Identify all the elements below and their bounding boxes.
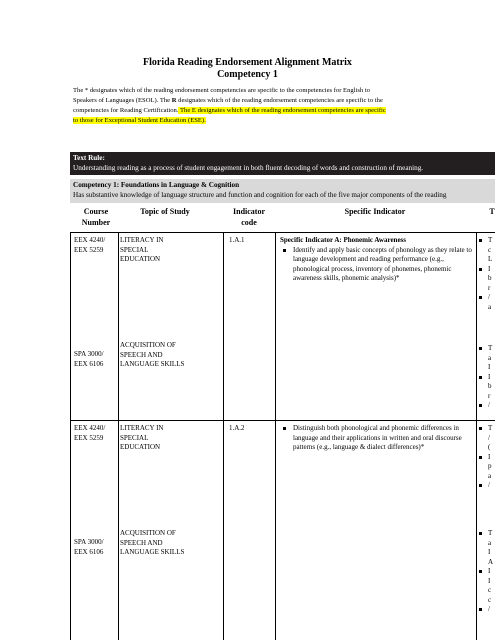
cut-off-text: T <box>488 529 493 537</box>
cut-off-text: I <box>488 372 491 381</box>
cut-off-text: / <box>488 481 490 489</box>
grid-line <box>70 232 71 640</box>
specific-indicator-list <box>280 424 472 453</box>
bullet-square-icon <box>479 239 482 242</box>
cut-off-row <box>478 293 495 303</box>
cut-off-text: / <box>488 433 490 442</box>
intro-line-3: competencies for Reading Certification. <box>73 107 179 114</box>
cut-off-text: c <box>488 586 492 594</box>
cut-off-row <box>478 434 495 444</box>
document-title: Florida Reading Endorsement Alignment Matrix <box>143 57 352 68</box>
competency-label: Competency 1: Foundations in Language & Cognition <box>73 181 240 189</box>
topic-line: EDUCATION <box>120 443 161 451</box>
header-topic: Topic of Study <box>140 207 190 216</box>
cut-off-text: / <box>488 605 490 613</box>
cut-off-text: T <box>488 424 493 432</box>
grid-line <box>223 232 224 640</box>
specific-indicator <box>280 424 472 453</box>
grid-line <box>275 232 276 640</box>
cut-off-text: I <box>488 576 491 585</box>
cut-off-row <box>478 472 495 482</box>
bullet-square-icon <box>479 570 482 573</box>
cut-off-row <box>478 605 495 615</box>
course-number <box>74 538 118 557</box>
course-number <box>74 236 118 255</box>
cut-off-text: a <box>488 538 492 547</box>
intro-highlight-2: to those for Exceptional Student Education (ESE). <box>73 117 206 124</box>
cut-off-row <box>478 539 495 549</box>
topic-line: SPECIAL <box>120 433 149 442</box>
cut-off-row <box>478 577 495 587</box>
header-last-col: T <box>489 207 495 216</box>
cut-off-text: r <box>488 391 491 400</box>
course-line: EEX 5259 <box>74 433 104 442</box>
bullet-square-icon <box>479 268 482 271</box>
cut-off-text: I <box>488 567 491 575</box>
specific-indicator <box>280 236 472 284</box>
topic-line: ACQUISITION OF <box>120 529 176 537</box>
cut-off-text: L <box>488 255 493 263</box>
topic-line: LITERACY IN <box>120 424 164 432</box>
bullet-square-icon <box>479 484 482 487</box>
intro-r-letter: R <box>171 97 177 104</box>
bullet-square-icon <box>479 376 482 379</box>
cut-off-text: r <box>488 283 491 292</box>
cut-off-text: I <box>488 363 491 371</box>
specific-indicator-item <box>293 246 472 284</box>
course-number <box>74 424 118 443</box>
specific-indicator-heading: Specific Indicator A: Phonemic Awareness <box>280 236 406 244</box>
cut-off-row <box>478 236 495 246</box>
bullet-square-icon <box>479 404 482 407</box>
cut-off-row <box>478 373 495 383</box>
topic-line: SPECIAL <box>120 245 149 254</box>
cut-off-text: T <box>488 236 493 244</box>
cut-off-text: I <box>488 452 491 461</box>
cut-off-row <box>478 586 495 596</box>
cut-off-row <box>478 303 495 313</box>
bullet-square-icon <box>479 296 482 299</box>
cut-off-row <box>478 354 495 364</box>
cut-off-text: a <box>488 353 492 362</box>
bullet-square-icon <box>479 456 482 459</box>
cut-off-row <box>478 424 495 434</box>
intro-line-1: The * designates which of the reading endorsement competencies are specific to the competencies for English to <box>73 87 370 94</box>
cut-off-row <box>478 284 495 294</box>
cut-off-column <box>478 344 495 411</box>
header-course <box>74 206 118 228</box>
cut-off-text: c <box>488 595 492 604</box>
topic-line: SPEECH AND <box>120 350 163 359</box>
header-indicator-line1: Indicator <box>233 207 265 216</box>
specific-indicator-item <box>293 424 472 453</box>
cut-off-text: a <box>488 471 492 480</box>
bullet-square-icon <box>479 608 482 611</box>
cut-off-text: a <box>488 302 492 311</box>
cut-off-row <box>478 401 495 411</box>
cut-off-row <box>478 596 495 606</box>
cut-off-text: I <box>488 548 491 556</box>
indicator-code: 1.A.2 <box>229 424 245 432</box>
cut-off-row <box>478 558 495 568</box>
cut-off-row <box>478 481 495 491</box>
specific-indicator-list <box>280 246 472 284</box>
topic-of-study <box>120 236 220 265</box>
topic-of-study <box>120 341 220 370</box>
course-line: EEX 6106 <box>74 359 104 368</box>
cut-off-row <box>478 265 495 275</box>
course-line: EEX 5259 <box>74 245 104 254</box>
topic-line: LITERACY IN <box>120 236 164 244</box>
course-line: EEX 4240/ <box>74 236 106 244</box>
topic-line: SPEECH AND <box>120 538 163 547</box>
row-divider <box>70 420 495 421</box>
cut-off-row <box>478 443 495 453</box>
indicator-code: 1.A.1 <box>229 236 245 244</box>
topic-of-study <box>120 424 220 453</box>
cut-off-row <box>478 567 495 577</box>
bullet-square-icon <box>283 249 286 252</box>
grid-line <box>118 232 119 640</box>
competency-text: Has substantive knowledge of language structure and function and cognition for each of the five major components of the reading <box>73 190 447 199</box>
cut-off-column <box>478 236 495 312</box>
cut-off-row <box>478 274 495 284</box>
cut-off-row <box>478 363 495 373</box>
header-course-line1: Course <box>83 207 109 216</box>
cut-off-row <box>478 382 495 392</box>
cut-off-row <box>478 344 495 354</box>
bullet-square-icon <box>479 347 482 350</box>
cut-off-text: I <box>488 264 491 273</box>
topic-line: LANGUAGE SKILLS <box>120 548 185 556</box>
cut-off-row <box>478 462 495 472</box>
cut-off-column <box>478 424 495 491</box>
bullet-square-icon <box>283 427 286 430</box>
specific-indicator-text: Identify and apply basic concepts of phonology as they relate to language development and reading performance (e.g., phonological process, inventory of phonemes, phonemic awareness skills, phonemic analysis)* <box>293 245 472 282</box>
cut-off-text: b <box>488 274 492 282</box>
header-specific-indicator: Specific Indicator <box>344 207 406 216</box>
cut-off-row <box>478 246 495 256</box>
cut-off-row <box>478 548 495 558</box>
cut-off-text: b <box>488 382 492 390</box>
cut-off-text: c <box>488 245 492 254</box>
cut-off-text: A <box>488 557 494 566</box>
cut-off-text: / <box>488 401 490 409</box>
topic-line: ACQUISITION OF <box>120 341 176 349</box>
header-indicator-line2: code <box>241 218 257 227</box>
cut-off-text: ( <box>488 443 491 451</box>
header-indicator <box>226 206 272 228</box>
text-rule-text: Understanding reading as a process of student engagement in both fluent decoding of words and construction of meaning. <box>73 163 424 172</box>
course-line: SPA 3000/ <box>74 350 104 358</box>
specific-indicator-text: Distinguish both phonological and phonemic differences in language and their applications in written and oral discourse patterns (e.g., language & dialect differences)* <box>293 424 462 451</box>
course-line: EEX 6106 <box>74 547 104 556</box>
header-course-line2: Number <box>81 218 111 227</box>
document-subtitle: Competency 1 <box>217 69 278 80</box>
topic-of-study <box>120 529 220 558</box>
cut-off-column <box>478 529 495 615</box>
header-divider <box>70 232 495 233</box>
cut-off-row <box>478 453 495 463</box>
topic-line: LANGUAGE SKILLS <box>120 360 185 368</box>
text-rule-label: Text Rule: <box>73 154 105 162</box>
text-rule-band <box>70 152 495 175</box>
intro-line-2a: Speakers of Languages (ESOL). The <box>73 97 172 104</box>
cut-off-text: / <box>488 293 490 301</box>
course-line: EEX 4240/ <box>74 424 106 432</box>
intro-paragraph <box>73 86 483 126</box>
competency-band <box>70 179 495 203</box>
topic-line: EDUCATION <box>120 255 161 263</box>
bullet-square-icon <box>479 532 482 535</box>
intro-line-2b: designates which of the reading endorsement competencies are specific to the <box>176 97 383 104</box>
cut-off-row <box>478 529 495 539</box>
cut-off-row <box>478 392 495 402</box>
intro-highlight-1: The E designates which of the reading endorsement competencies are specific <box>178 107 386 114</box>
grid-line <box>476 232 477 640</box>
course-number <box>74 350 118 369</box>
cut-off-text: T <box>488 344 493 352</box>
bullet-square-icon <box>479 427 482 430</box>
cut-off-text: p <box>488 462 492 470</box>
cut-off-row <box>478 255 495 265</box>
course-line: SPA 3000/ <box>74 538 104 546</box>
